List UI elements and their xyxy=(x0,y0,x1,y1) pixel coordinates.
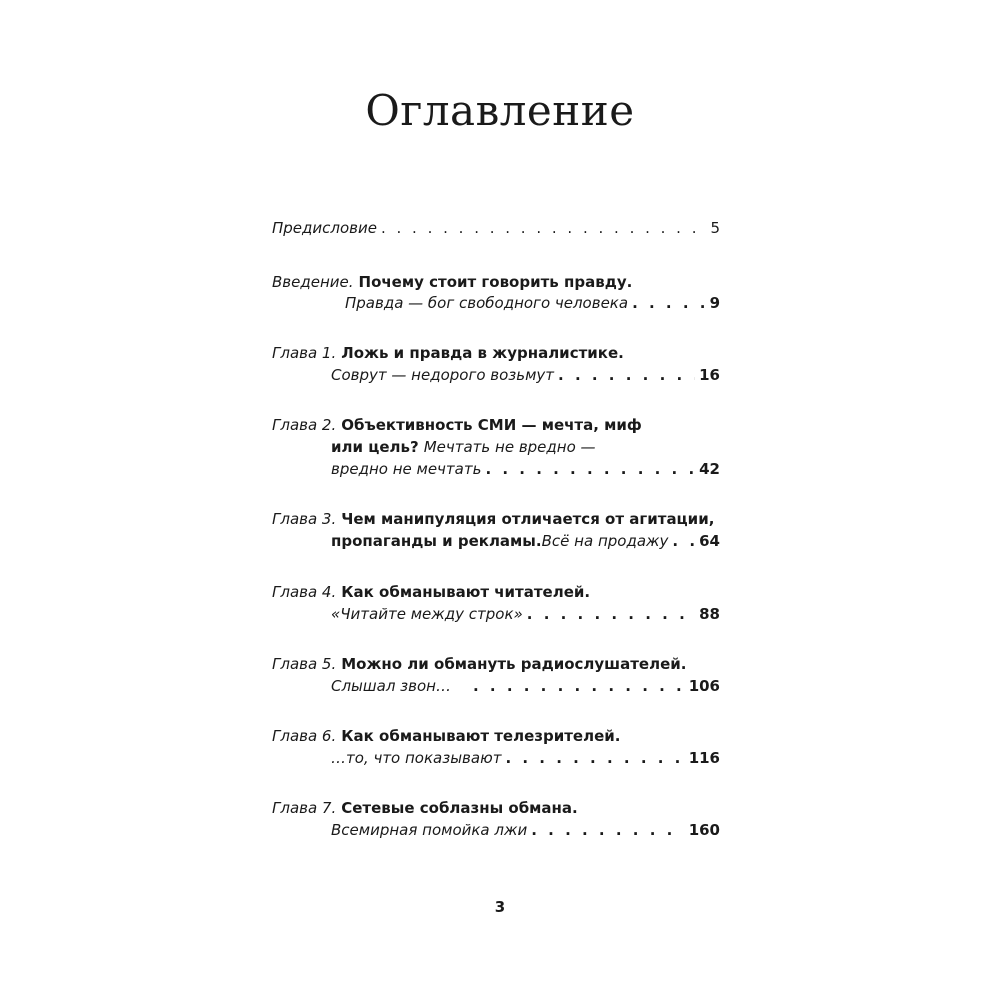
toc-ch7-page: 160 xyxy=(688,821,720,839)
toc-ch2-title-line1: Объективность СМИ — мечта, миф xyxy=(341,416,642,434)
toc-ch4-title: Как обманывают читателей. xyxy=(341,583,591,601)
toc-ch3-page: 64 xyxy=(699,532,720,550)
toc-intro-title: Почему стоит говорить правду. xyxy=(358,273,633,291)
toc-leader-dots xyxy=(672,529,695,553)
toc-entry-ch6 xyxy=(272,724,720,748)
toc-entry-ch5 xyxy=(272,652,720,676)
toc-entry-ch5-sub xyxy=(331,674,720,698)
toc-ch5-prefix: Глава 5. xyxy=(272,655,337,673)
toc-ch7-prefix: Глава 7. xyxy=(272,799,337,817)
toc-ch1-prefix: Глава 1. xyxy=(272,344,337,362)
toc-ch3-prefix: Глава 3. xyxy=(272,510,337,528)
toc-ch4-page: 88 xyxy=(699,605,720,623)
toc-entry-intro-sub xyxy=(345,291,720,315)
toc-entry-ch4 xyxy=(272,580,720,604)
toc-ch1-subtitle: Соврут — недорого возьмут xyxy=(331,366,555,384)
toc-ch2-prefix: Глава 2. xyxy=(272,416,337,434)
toc-preface-page: 5 xyxy=(710,219,720,237)
toc-entry-ch1-sub xyxy=(331,363,720,387)
toc-leader-dots xyxy=(558,363,695,387)
toc-ch2-subtitle-line2: вредно не мечтать xyxy=(331,460,482,478)
toc-entry-ch3 xyxy=(272,507,720,531)
toc-ch3-title-line2: пропаганды и рекламы. xyxy=(331,532,542,550)
toc-ch5-page: 106 xyxy=(688,677,720,695)
toc-ch7-subtitle: Всемирная помойка лжи xyxy=(331,821,528,839)
toc-entry-ch2 xyxy=(272,413,720,437)
toc-entry-ch7-sub xyxy=(331,818,720,842)
toc-leader-dots xyxy=(531,818,684,842)
toc-entry-ch2-line2 xyxy=(331,435,720,459)
toc-ch2-page: 42 xyxy=(699,460,720,478)
toc-intro-page: 9 xyxy=(709,294,720,312)
toc-ch4-subtitle: «Читайте между строк» xyxy=(331,605,523,623)
toc-intro-subtitle: Правда — бог свободного человека xyxy=(345,294,629,312)
toc-ch1-page: 16 xyxy=(699,366,720,384)
toc-leader-dots xyxy=(505,746,684,770)
toc-leader-dots xyxy=(485,457,695,481)
toc-leader-dots xyxy=(381,216,706,240)
toc-ch4-prefix: Глава 4. xyxy=(272,583,337,601)
toc-ch6-prefix: Глава 6. xyxy=(272,727,337,745)
toc-entry-ch4-sub xyxy=(331,602,720,626)
toc-ch6-page: 116 xyxy=(688,749,720,767)
toc-entry-ch7 xyxy=(272,796,720,820)
toc-ch7-title: Сетевые соблазны обмана. xyxy=(341,799,578,817)
toc-ch6-title: Как обманывают телезрителей. xyxy=(341,727,621,745)
toc-entry-ch6-sub xyxy=(331,746,720,770)
toc-ch1-title: Ложь и правда в журналистике. xyxy=(341,344,624,362)
toc-ch3-title-line1: Чем манипуляция отличается от агитации, xyxy=(341,510,715,528)
page-number: 3 xyxy=(494,898,506,916)
toc-ch3-subtitle: Всё на продажу xyxy=(541,532,669,550)
toc-ch5-subtitle: Слышал звон… xyxy=(331,677,451,695)
toc-leader-dots xyxy=(632,291,706,315)
toc-intro-prefix: Введение. xyxy=(272,273,354,291)
toc-ch2-subtitle-line1: Мечтать не вредно — xyxy=(423,438,596,456)
toc-entry-ch1 xyxy=(272,341,720,365)
toc-entry-ch3-sub xyxy=(331,529,720,553)
toc-ch6-subtitle: …то, что показывают xyxy=(331,749,502,767)
toc-leader-dots xyxy=(527,602,695,626)
page-title: Оглавление xyxy=(365,86,635,135)
toc-ch5-title: Можно ли обмануть радиослушателей. xyxy=(341,655,687,673)
toc-entry-ch2-sub xyxy=(331,457,720,481)
toc-leader-dots xyxy=(473,674,685,698)
toc-entry-preface xyxy=(272,216,720,240)
toc-ch2-title-line2: или цель? xyxy=(331,438,419,456)
toc-preface-label: Предисловие xyxy=(272,219,377,237)
